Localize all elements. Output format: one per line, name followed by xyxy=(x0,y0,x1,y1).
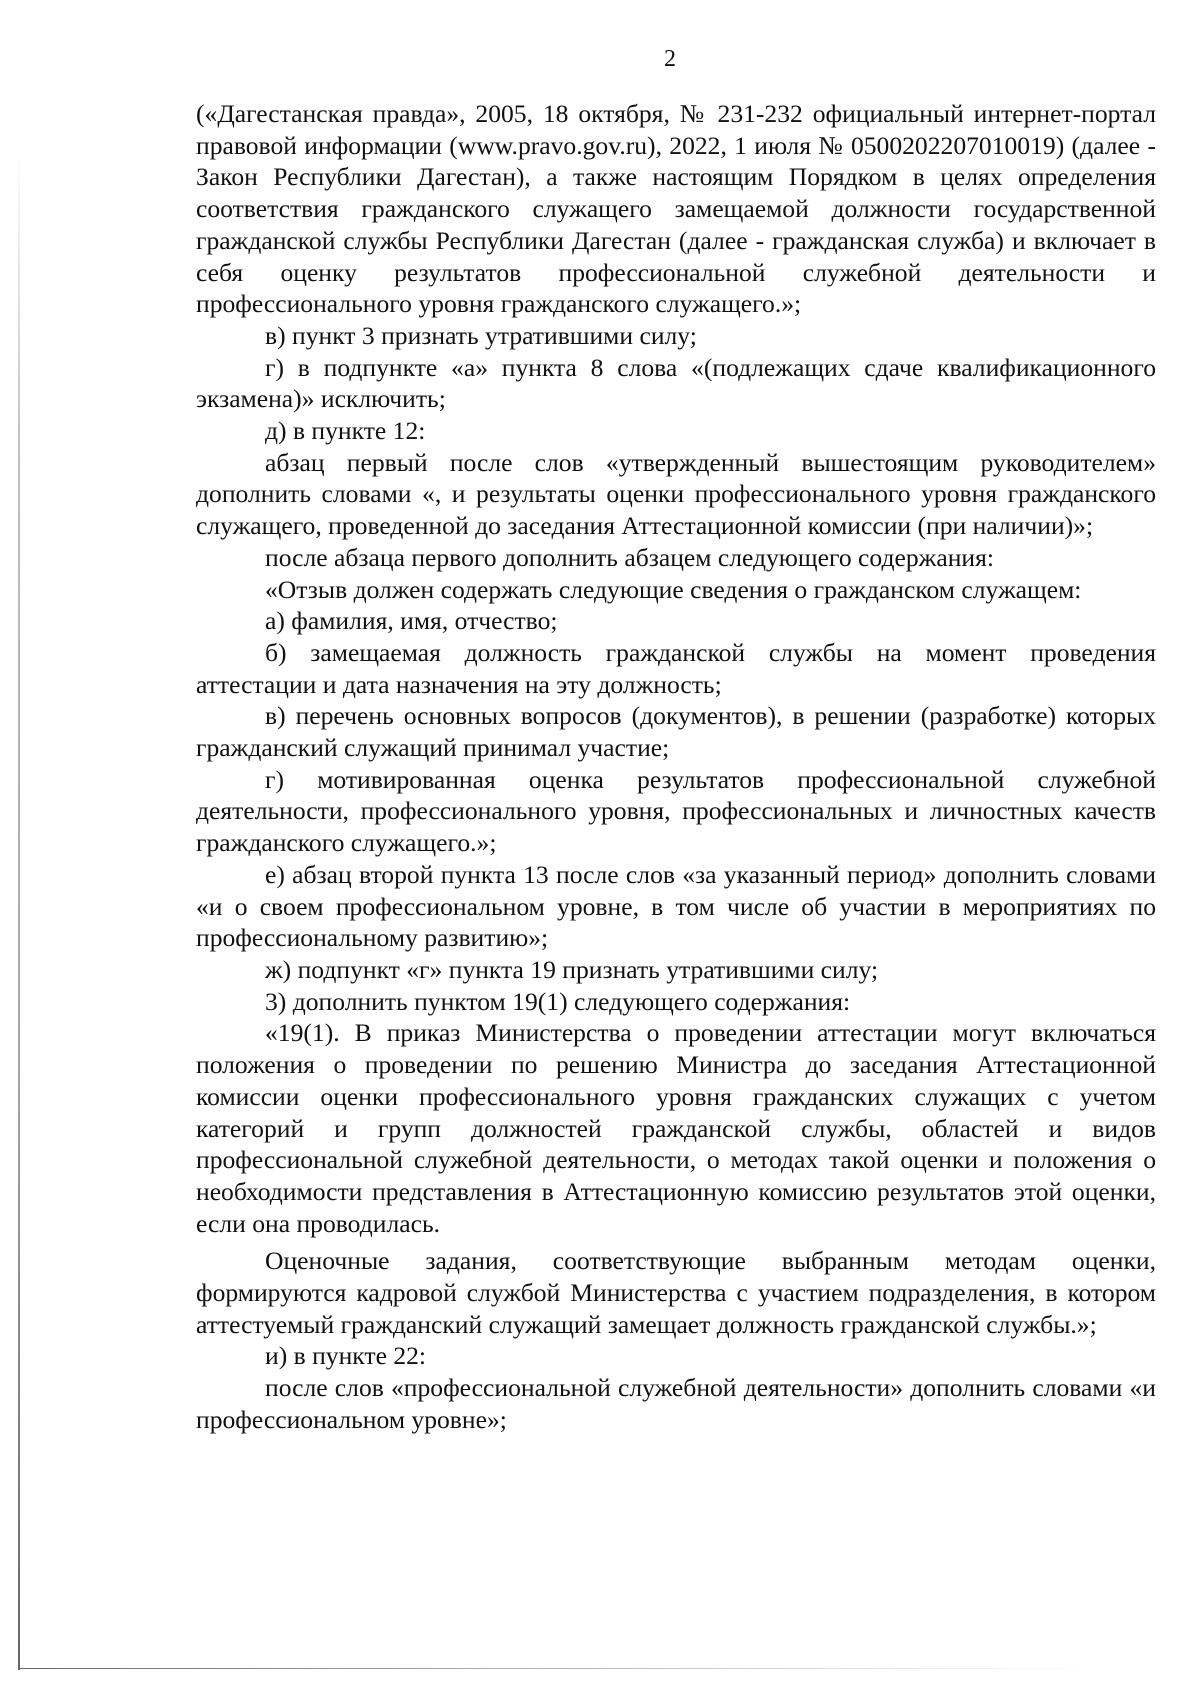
paragraph-otzyv-g: г) мотивированная оценка результатов профессиональной служебной деятельности, профессионального уровня, профессиональных и личностных качеств гражданского служащего.»; xyxy=(196,764,1156,858)
paragraph-item-g: г) в подпункте «а» пункта 8 слова «(подлежащих сдаче квалификационного экзамена)» исключить; xyxy=(196,352,1156,414)
paragraph-item-e: е) абзац второй пункта 13 после слов «за указанный период» дополнить словами «и о своем профессиональном уровне, в том числе об участии в мероприятиях по профессиональному развитию»; xyxy=(196,859,1156,953)
paragraph-intro: («Дагестанская правда», 2005, 18 октября, № 231-232 официальный интернет-портал правовой информации (www.pravo.gov.ru), 2022, 1 июля № 0500202207010019) (далее - Закон Республики Дагестан), а также настоящим Порядком в целях определения соответствия гражданского служащего замещаемой должности государственной гражданской службы Республики Дагестан (далее - гражданская служба) и включает в себя оценку результатов профессиональной служебной деятельности и профессионального уровня гражданского служащего.»; xyxy=(196,99,1156,319)
paragraph-item-v: в) пункт 3 признать утратившими силу; xyxy=(265,320,697,350)
paragraph-otzyv-a: а) фамилия, имя, отчество; xyxy=(265,606,558,636)
paragraph-after-abzac: после абзаца первого дополнить абзацем следующего содержания: xyxy=(265,542,994,572)
paragraph-item-i: и) в пункте 22: xyxy=(265,1341,427,1371)
paragraph-item-zh: ж) подпункт «г» пункта 19 признать утратившими силу; xyxy=(265,954,879,984)
paragraph-ocenochnye-zadaniya: Оценочные задания, соответствующие выбранным методам оценки, формируются кадровой службой Министерства с участием подразделения, в котором аттестуемый гражданский служащий замещает должность гражданской службы.»; xyxy=(196,1246,1156,1339)
paragraph-item-d: д) в пункте 12: xyxy=(265,416,426,446)
scan-bottom-edge xyxy=(20,1668,1100,1669)
page-number: 2 xyxy=(664,46,676,72)
paragraph-otzyv: «Отзыв должен содержать следующие сведения о гражданском служащем: xyxy=(265,574,1082,604)
scan-left-edge xyxy=(18,150,20,1670)
document-body xyxy=(196,98,1156,1436)
paragraph-punkt-19-1: «19(1). В приказ Министерства о проведении аттестации могут включаться положения о проведении по решению Министра до заседания Аттестационной комиссии оценки профессионального уровня гражданских служащих с учетом категорий и групп должностей гражданской службы, областей и видов профессиональной служебной деятельности, о методах такой оценки и положения о необходимости представления в Аттестационную комиссию результатов этой оценки, если она проводилась. xyxy=(196,1018,1156,1238)
paragraph-otzyv-b: б) замещаемая должность гражданской службы на момент проведения аттестации и дата назначения на эту должность; xyxy=(196,637,1156,699)
paragraph-item-3: 3) дополнить пунктом 19(1) следующего содержания: xyxy=(265,986,851,1016)
paragraph-abzac-first: абзац первый после слов «утвержденный вышестоящим руководителем» дополнить словами «, и результаты оценки профессионального уровня гражданского служащего, проведенной до заседания Аттестационной комиссии (при наличии)»; xyxy=(196,447,1156,541)
paragraph-after-slov: после слов «профессиональной служебной деятельности» дополнить словами «и профессиональном уровне»; xyxy=(196,1373,1156,1434)
paragraph-otzyv-v: в) перечень основных вопросов (документов), в решении (разработке) которых гражданский служащий принимал участие; xyxy=(196,701,1156,763)
